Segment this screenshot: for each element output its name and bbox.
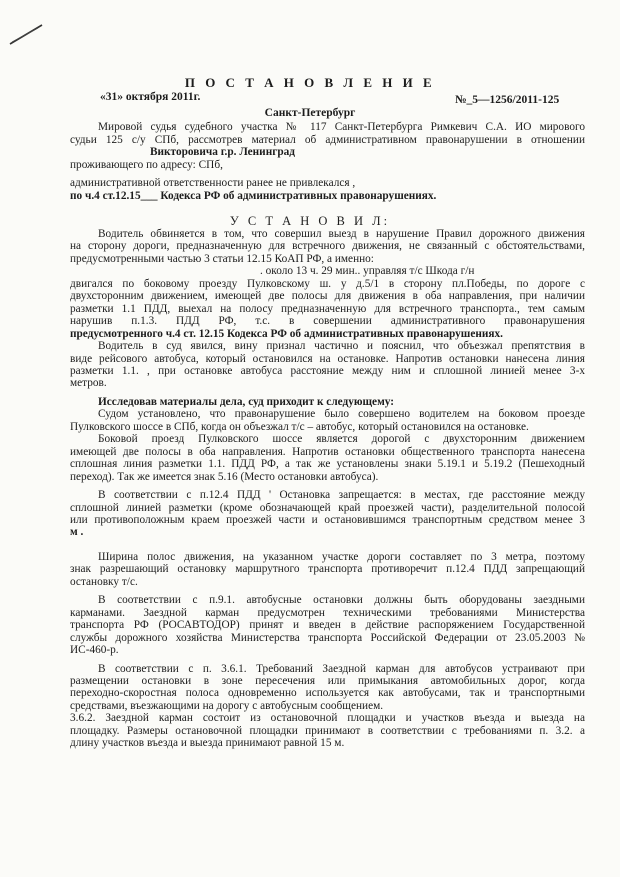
body-line: Судом установлено, что правонарушение было совершено водителем на боковом проезде (98, 408, 585, 421)
body-line: виде рейсового автобуса, который остановился на остановке. Напротив остановки нанесена линия (70, 352, 585, 365)
body-line: В соответствии с п.12.4 ПДД ' Остановка запрещается: в местах, где расстояние между (98, 489, 585, 502)
body-line: двигался по боковому проезду Пулковскому ш. у д.5/1 в сторону пл.Победы, по дороге с (70, 277, 585, 290)
body-line: площадку. Размеры остановочной площадки принимают в соответствии с требованиями п. 3.2. а (70, 724, 585, 737)
intro-block (70, 121, 585, 203)
body-line: службы дорожного хозяйства Министерства транспорта Российской Федерации от 23.05.2003 № (70, 631, 585, 644)
body-line: разметки 1.1. , при остановке автобуса расстояние между ним и сплошной линией менее 3-х (70, 364, 585, 377)
body-text (70, 228, 585, 750)
body-line: размещении остановки в зоне пересечения или примыкания автомобильных дорог, когда (70, 674, 585, 687)
body-line: ИС-460-р. (70, 644, 119, 657)
city: Санкт-Петербург (264, 107, 356, 119)
body-line: или противоположным краем проезжей части и остановившимся транспортным средством менее 3 (70, 513, 585, 526)
body-line: 3.6.2. Заездной карман состоит из остановочной площадки и участков въезда и выезда на (70, 712, 585, 725)
body-line: Боковой проезд Пулковского шоссе является дорогой с двухсторонним движением (98, 433, 585, 446)
body-line: переход). Так же имеется знак 5.16 (Место остановки автобуса). (70, 470, 379, 483)
body-line: карманами. Заездной карман предусмотрен техническими требованиями Министерства (70, 606, 585, 619)
body-line: переходно-скоростная полоса одновременно используется как автобусами, так и транспортными (70, 687, 585, 700)
body-line: метров. (70, 377, 107, 390)
body-line: транспорта РФ (РОСАВТОДОР) принят и введен в действие распоряжением Государственной (70, 619, 585, 632)
body-line: предусмотренными частью 3 статьи 12.15 КоАП РФ, а именно: (70, 252, 374, 265)
body-line: Пулковского шоссе в СПб, когда он объезжал т/с – автобус, который остановился на остановке. (70, 420, 529, 433)
document-title: П О С Т А Н О В Л Е Н И Е (184, 75, 436, 90)
body-line: В соответствии с п.9.1. автобусные остановки должны быть оборудованы заездными (98, 594, 585, 607)
body-line: нарушив п.1.3. ПДД РФ, т.с. в совершении административного правонарушения (70, 315, 585, 328)
body-line: двухсторонним движением, имеющей две полосы для движения в оба направления, при наличии (70, 290, 585, 303)
document-date: «31» октября 2011г. (100, 91, 201, 103)
section-title: У С Т А Н О В И Л: (229, 214, 391, 228)
body-line: длину участков въезда и выезда принимают равной 15 м. (70, 737, 345, 750)
body-line: Водитель в суд явился, вину признал частично и пояснил, что объезжал препятствия в (98, 340, 585, 353)
intro-line: по ч.4 ст.12.15___ Кодекса РФ об административных правонарушениях. (70, 189, 437, 202)
body-line: разметки 1.1 ПДД, выехал на полосу предназначенную для встречного транспорта., тем самым (70, 302, 585, 315)
pen-mark-icon (8, 22, 44, 46)
intro-line: судьи 125 с/у СПб, рассмотрев материал об административном правонарушении в отношении (70, 133, 585, 146)
body-line: имеющей две полосы в оба направления. Напротив остановки общественного транспорта нанесена (70, 445, 585, 458)
body-line: В соответствии с п. 3.6.1. Требований Заездной карман для автобусов устраивают при (98, 662, 585, 675)
body-line: Исследовав материалы дела, суд приходит к следующему: (98, 395, 395, 408)
body-line: Ширина полос движения, на указанном участке дороги составляет по 3 метра, поэтому (98, 550, 585, 563)
body-line: остановку т/с. (70, 575, 138, 588)
intro-line: Мировой судья судебного участка № 117 Санкт-Петербурга Римкевич С.А. ИО мирового (98, 121, 585, 133)
body-line: сплошная линия разметки 1.1. ПДД РФ, а так же установлены знаки 5.19.1 и 5.19.2 (Пешеходный (70, 458, 585, 471)
body-line: средствами, въезжающими на дорогу с автобусным сообщением. (70, 699, 384, 712)
body-line: знак разрешающий остановку маршрутного транспорта противоречит п.12.4 ПДД запрещающий (70, 563, 585, 576)
intro-line: проживающего по адресу: СПб, (70, 158, 223, 171)
intro-line: административной ответственности ранее не привлекался , (70, 177, 356, 190)
body-line: на сторону дороги, предназначенную для встречного движения, не связанный с обстоятельствами, (70, 240, 585, 253)
body-line: м . (70, 526, 84, 539)
intro-line: Викторовича г.р. Ленинград (150, 146, 295, 159)
body-line: . около 13 ч. 29 мин.. управляя т/с Шкода г/н (260, 265, 475, 278)
body-line: сплошной линией разметки (кроме обозначающей край проезжей части), разделительной полосой (70, 501, 585, 514)
body-line: Водитель обвиняется в том, что совершил выезд в нарушение Правил дорожного движения (98, 228, 585, 240)
body-line: предусмотренного ч.4 ст. 12.15 Кодекса РФ об административных правонарушениях. (70, 327, 503, 340)
case-number: №_5—1256/2011-125 (455, 94, 560, 106)
